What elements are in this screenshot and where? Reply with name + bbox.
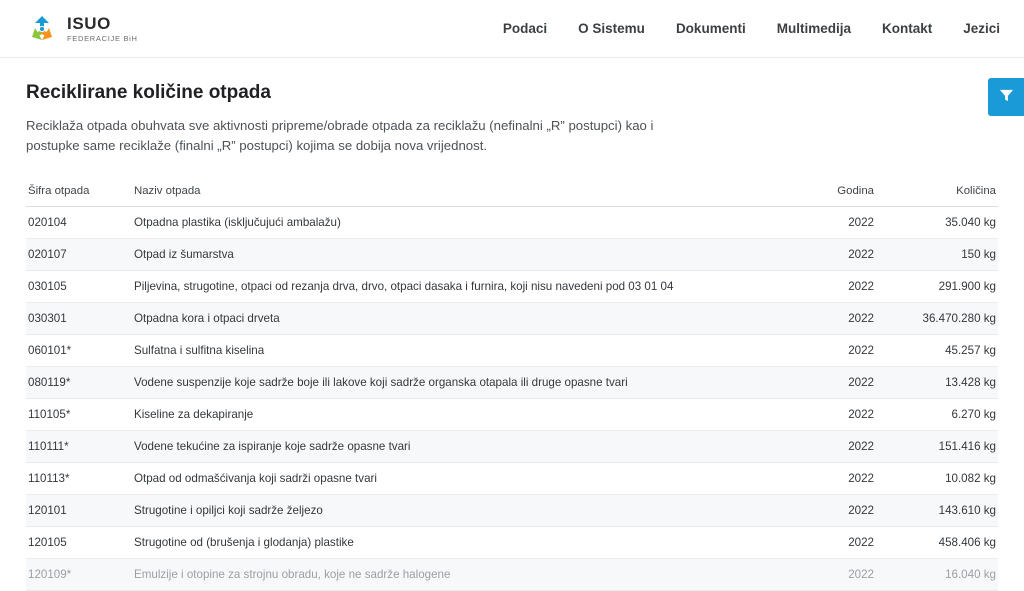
cell-quantity: 458.406 kg xyxy=(878,526,998,558)
isuo-recycle-logo-icon xyxy=(26,13,58,45)
cell-code: 060101* xyxy=(26,334,134,366)
cell-year: 2022 xyxy=(788,334,878,366)
cell-code: 120101 xyxy=(26,494,134,526)
nav-item-dokumenti[interactable]: Dokumenti xyxy=(675,21,746,36)
cell-year: 2022 xyxy=(788,430,878,462)
cell-quantity: 6.270 kg xyxy=(878,398,998,430)
cell-code: 110113* xyxy=(26,462,134,494)
nav-item-podaci[interactable]: Podaci xyxy=(502,21,548,36)
cell-name: Vodene tekućine za ispiranje koje sadrže opasne tvari xyxy=(134,430,788,462)
cell-code: 080119* xyxy=(26,366,134,398)
cell-name: Otpadna kora i otpaci drveta xyxy=(134,302,788,334)
table-row[interactable] xyxy=(26,238,998,270)
page-title: Reciklirane količine otpada xyxy=(26,82,271,103)
table-row[interactable] xyxy=(26,526,998,558)
cell-name: Strugotine od (brušenja i glodanja) plastike xyxy=(134,526,788,558)
cell-code: 020107 xyxy=(26,238,134,270)
cell-year: 2022 xyxy=(788,494,878,526)
cell-code: 030105 xyxy=(26,270,134,302)
cell-name: Kiseline za dekapiranje xyxy=(134,398,788,430)
filter-funnel-icon xyxy=(999,88,1014,106)
nav-item-o-sistemu[interactable]: O Sistemu xyxy=(578,21,645,36)
table-row[interactable] xyxy=(26,430,998,462)
table-row[interactable] xyxy=(26,462,998,494)
cell-code: 020104 xyxy=(26,206,134,238)
cell-quantity: 291.900 kg xyxy=(878,270,998,302)
waste-table-container xyxy=(26,185,998,591)
cell-year: 2022 xyxy=(788,462,878,494)
cell-quantity: 151.416 kg xyxy=(878,430,998,462)
table-header-row xyxy=(26,185,998,207)
cell-name: Otpad iz šumarstva xyxy=(134,238,788,270)
page-description: Reciklaža otpada obuhvata sve aktivnosti pripreme/obrade otpada za reciklažu (nefinalni „R” postupci) kao i postupke same reciklaže (finalni „R” postupci) kojima se dobija nova vrijednost. xyxy=(26,118,654,154)
cell-name: Otpadna plastika (isključujući ambalažu) xyxy=(134,206,788,238)
cell-name: Piljevina, strugotine, otpaci od rezanja drva, drvo, otpaci dasaka i furnira, koji nisu navedeni pod 03 01 04 xyxy=(134,270,788,302)
recycled-waste-table xyxy=(26,185,998,591)
table-row[interactable] xyxy=(26,558,998,590)
cell-year: 2022 xyxy=(788,366,878,398)
cell-code: 120105 xyxy=(26,526,134,558)
brand-text xyxy=(67,15,138,43)
cell-year: 2022 xyxy=(788,558,878,590)
table-row[interactable] xyxy=(26,334,998,366)
column-header-year[interactable]: Godina xyxy=(788,185,878,207)
column-header-name[interactable]: Naziv otpada xyxy=(134,185,788,207)
cell-quantity: 10.082 kg xyxy=(878,462,998,494)
table-row[interactable] xyxy=(26,302,998,334)
table-row[interactable] xyxy=(26,494,998,526)
cell-code: 110105* xyxy=(26,398,134,430)
cell-year: 2022 xyxy=(788,398,878,430)
cell-code: 120109* xyxy=(26,558,134,590)
cell-name: Vodene suspenzije koje sadrže boje ili lakove koji sadrže organska otapala ili druge opasne tvari xyxy=(134,366,788,398)
cell-name: Strugotine i opiljci koji sadrže željezo xyxy=(134,494,788,526)
cell-quantity: 16.040 kg xyxy=(878,558,998,590)
table-body xyxy=(26,206,998,590)
cell-name: Otpad od odmašćivanja koji sadrži opasne tvari xyxy=(134,462,788,494)
brand-subtitle: FEDERACIJE BiH xyxy=(67,33,138,43)
cell-year: 2022 xyxy=(788,206,878,238)
cell-year: 2022 xyxy=(788,238,878,270)
table-row[interactable] xyxy=(26,206,998,238)
cell-year: 2022 xyxy=(788,526,878,558)
nav-item-kontakt[interactable]: Kontakt xyxy=(881,21,933,36)
column-header-code[interactable]: Šifra otpada xyxy=(26,185,134,207)
cell-code: 110111* xyxy=(26,430,134,462)
nav-item-multimedija[interactable]: Multimedija xyxy=(776,21,851,36)
table-row[interactable] xyxy=(26,366,998,398)
main-navigation xyxy=(503,21,1000,36)
cell-year: 2022 xyxy=(788,270,878,302)
table-row[interactable] xyxy=(26,270,998,302)
cell-code: 030301 xyxy=(26,302,134,334)
cell-quantity: 143.610 kg xyxy=(878,494,998,526)
cell-quantity: 150 kg xyxy=(878,238,998,270)
brand-logo[interactable] xyxy=(26,13,138,45)
site-header xyxy=(0,0,1024,58)
filter-button[interactable] xyxy=(988,78,1024,116)
cell-quantity: 13.428 kg xyxy=(878,366,998,398)
cell-quantity: 35.040 kg xyxy=(878,206,998,238)
table-header xyxy=(26,185,998,207)
column-header-quantity[interactable]: Količina xyxy=(878,185,998,207)
nav-item-jezici[interactable]: Jezici xyxy=(963,21,1000,36)
cell-year: 2022 xyxy=(788,302,878,334)
cell-quantity: 45.257 kg xyxy=(878,334,998,366)
cell-name: Sulfatna i sulfitna kiselina xyxy=(134,334,788,366)
page-content xyxy=(0,58,1024,157)
brand-title: ISUO xyxy=(67,13,111,33)
cell-quantity: 36.470.280 kg xyxy=(878,302,998,334)
table-row[interactable] xyxy=(26,398,998,430)
cell-name: Emulzije i otopine za strojnu obradu, koje ne sadrže halogene xyxy=(134,558,788,590)
